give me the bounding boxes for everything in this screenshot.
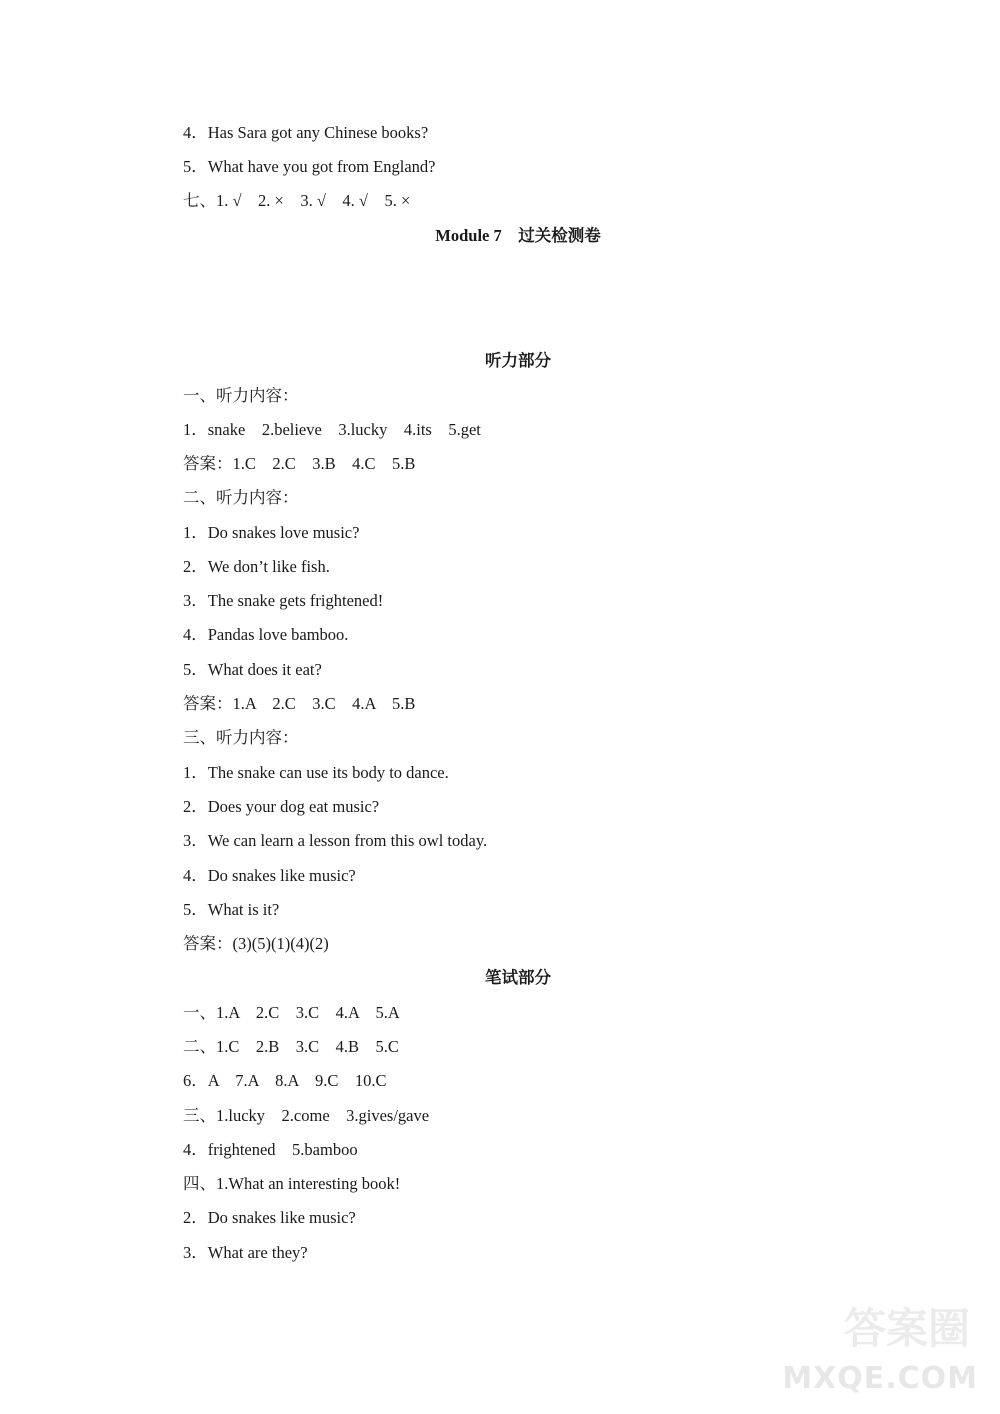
listening-part1-content: 1．snake 2.believe 3.lucky 4.its 5.get (183, 420, 481, 439)
listening-part2-answer: 答案：1.A 2.C 3.C 4.A 5.B (183, 694, 416, 713)
listening-part1-answer: 答案：1.C 2.C 3.B 4.C 5.B (183, 454, 416, 473)
written-line: 3．What are they? (183, 1243, 308, 1262)
answer-line-5: 5．What have you got from England? (183, 157, 436, 176)
written-line: 四、1.What an interesting book! (183, 1174, 401, 1193)
listening-part2-label: 二、听力内容： (183, 488, 299, 507)
written-line: 6．A 7.A 8.A 9.C 10.C (183, 1071, 387, 1090)
listening-part3-label: 三、听力内容： (183, 728, 299, 747)
listening-part3-answer: 答案：(3)(5)(1)(4)(2) (183, 934, 329, 953)
written-heading: 笔试部分 (485, 968, 551, 987)
list-item: 2．Does your dog eat music? (183, 797, 380, 816)
listening-part1-label: 一、听力内容： (183, 386, 299, 405)
written-line: 一、1.A 2.C 3.C 4.A 5.A (183, 1003, 400, 1022)
watermark-top-text: 答案圈 (843, 1304, 970, 1353)
list-item: 1．The snake can use its body to dance. (183, 763, 449, 782)
list-item: 3．We can learn a lesson from this owl today. (183, 831, 488, 850)
list-item: 5．What does it eat? (183, 660, 322, 679)
watermark-bottom-text: MXQE.COM (782, 1361, 978, 1396)
written-line: 4．frightened 5.bamboo (183, 1140, 358, 1159)
list-item: 4．Pandas love bamboo. (183, 625, 349, 644)
list-item: 1．Do snakes love music? (183, 523, 360, 542)
list-item: 3．The snake gets frightened! (183, 591, 384, 610)
answer-section-7: 七、1. √ 2. × 3. √ 4. √ 5. × (183, 191, 411, 210)
written-line: 2．Do snakes like music? (183, 1208, 356, 1227)
watermark-logo (782, 1304, 992, 1408)
written-line: 三、1.lucky 2.come 3.gives/gave (183, 1106, 430, 1125)
list-item: 4．Do snakes like music? (183, 866, 356, 885)
written-line: 二、1.C 2.B 3.C 4.B 5.C (183, 1037, 399, 1056)
answer-line-4: 4．Has Sara got any Chinese books? (183, 123, 429, 142)
module-title: Module 7 过关检测卷 (435, 226, 601, 245)
list-item: 2．We don’t like fish. (183, 557, 330, 576)
list-item: 5．What is it? (183, 900, 280, 919)
listening-heading: 听力部分 (485, 351, 551, 370)
